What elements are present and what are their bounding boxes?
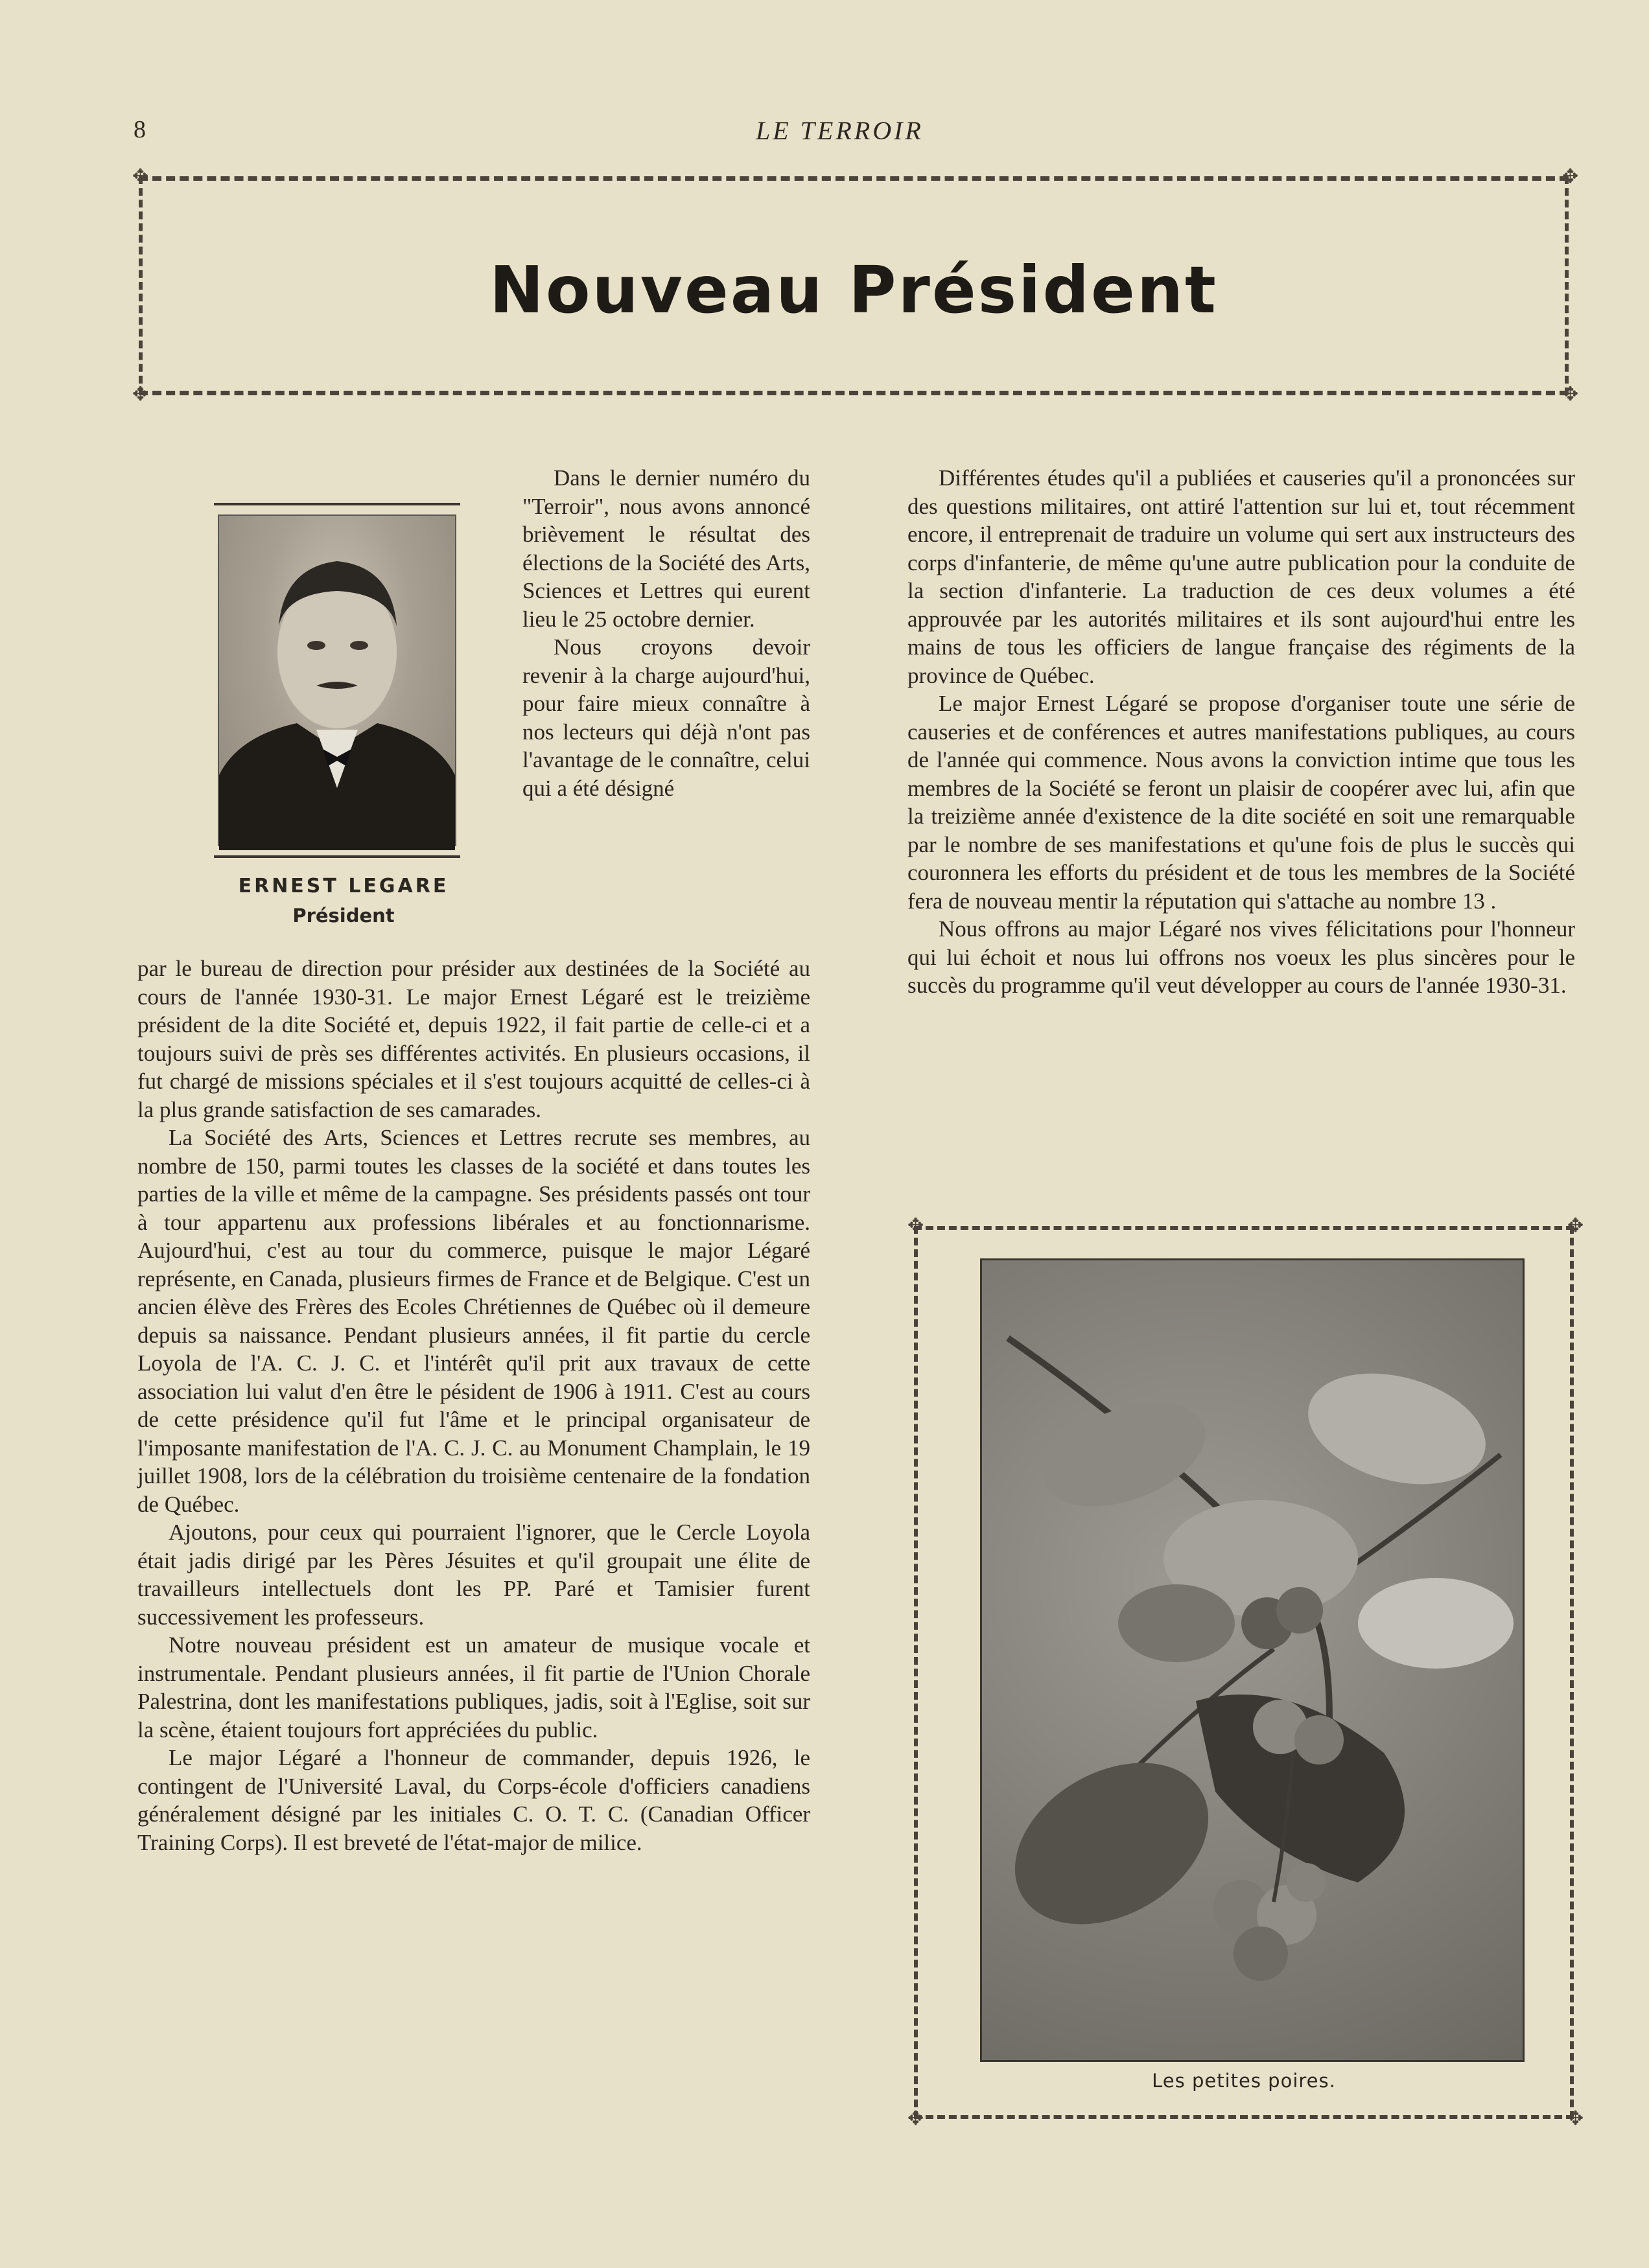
corner-ornament-icon: ✥ (1567, 1215, 1584, 1236)
photo-frame (907, 1215, 1584, 2129)
corner-ornament-icon: ✥ (907, 2108, 924, 2129)
paragraph: Nous offrons au major Légaré nos vives félicitations pour l'honneur qui lui échoit et nous lui offrons nos voeux les plus sincères pour le succès du programme qu'il veut développer au cours de l'année 1930-31. (907, 916, 1575, 998)
paragraph: Dans le dernier numéro du "Terroir", nous avons annoncé brièvement le résultat des élections de la Société des Arts, Sciences et Lettres qui eurent lieu le 25 octobre dernier. (522, 465, 810, 632)
corner-ornament-icon: ✥ (132, 384, 149, 405)
left-wide-column (137, 955, 810, 1857)
portrait-photo (218, 515, 456, 846)
portrait-caption-role: Président (292, 905, 395, 927)
paragraph: par le bureau de direction pour présider aux destinées de la Société au cours de l'année 1930-31. Le major Ernest Légaré est le treizième président de la dite Société et, depuis 1922, il fait partie de celle-ci et a toujours suivi de près ses différentes activités. En plusieurs occasions, il fut chargé de missions spéciales et il s'est toujours acquitté de celles-ci à la plus grande satisfaction de ses camarades. (137, 956, 810, 1122)
right-column (907, 464, 1575, 1000)
pear-photo (980, 1258, 1525, 2062)
paragraph: Notre nouveau président est un amateur de musique vocale et instrumentale. Pendant plusieurs années, il fit partie de l'Union Chorale Palestrina, dont les manifestations publiques, jadis, soit à l'Eglise, soit sur la scène, étaient toujours fort appréciées du public. (137, 1632, 810, 1742)
page-number: 8 (134, 116, 146, 143)
pear-branch-illustration (982, 1260, 1523, 2060)
portrait-silhouette (219, 516, 455, 850)
running-head: LE TERROIR (756, 116, 924, 145)
corner-ornament-icon: ✥ (907, 1215, 924, 1236)
paragraph: Nous croyons devoir revenir à la charge aujourd'hui, pour faire mieux connaître à nos lecteurs qui déjà n'ont pas l'avantage de le connaître, celui qui a été désigné (522, 634, 810, 801)
paragraph: Le major Légaré a l'honneur de commander, depuis 1926, le contingent de l'Université Laval, du Corps-école d'officiers canadiens généralement désigné par les initiales C. O. T. C. (Canadian Officer Training Corps). Il est breveté de l'état-major de milice. (137, 1745, 810, 1855)
corner-ornament-icon: ✥ (1567, 2108, 1584, 2129)
paragraph: Le major Ernest Légaré se propose d'organiser toute une série de causeries et de conférences et autres manifestations publiques, au cours de l'année qui commence. Nous avons la conviction intime que tous les membres de la Société se feront un plaisir de coopérer avec lui, afin que la treizième année d'existence de la dite société en soit une remarquable par le nombre de ses manifestations et qu'une fois de plus le succès qui couronnera les efforts du président et de tous les membres de la Société fera de nouveau mentir la réputation qui s'attache au nombre 13 . (907, 691, 1575, 914)
paragraph: Ajoutons, pour ceux qui pourraient l'ignorer, que le Cercle Loyola était jadis dirigé par les Pères Jésuites et qu'il groupait une élite de travailleurs intellectuels dont les PP. Paré et Tamisier furent successivement les professeurs. (137, 1520, 810, 1630)
corner-ornament-icon: ✥ (1562, 166, 1579, 187)
corner-ornament-icon: ✥ (132, 166, 149, 187)
paragraph: La Société des Arts, Sciences et Lettres recrute ses membres, au nombre de 150, parmi toutes les classes de la société et dans toutes les parties de la ville et même de la campagne. Ses présidents passés ont tour à tour appartenu aux professions libérales et au fonctionnarisme. Aujourd'hui, c'est au tour du commerce, puisque le major Légaré représente, en Canada, plusieurs firmes de France et de Belgique. C'est un ancien élève des Frères des Ecoles Chrétiennes de Québec où il demeure depuis sa naissance. Pendant plusieurs années, il fit partie du cercle Loyola de l'A. C. J. C. et l'intérêt qu'il prit aux travaux de cette association lui valut d'en être le pésident de 1906 à 1911. C'est au cours de cette présidence qu'il fut l'âme et le principal organisateur de l'imposante manifestation de l'A. C. J. C. au Monument Champlain, le 19 juillet 1908, lors de la célébration du troisième centenaire de la fondation de Québec. (137, 1125, 810, 1517)
article-title: Nouveau Président (489, 252, 1218, 328)
photo-caption: Les petites poires. (1152, 2070, 1336, 2092)
paragraph: Différentes études qu'il a publiées et causeries qu'il a prononcées sur des questions militaires, ont attiré l'attention sur lui et, tout récemment encore, il entreprenait de traduire un volume qui sert aux instructeurs des corps d'infanterie, de même qu'une autre publication pour la conduite de la section d'infanterie. La traduction de ces deux volumes a été approuvée par les autorités militaires et ils sont aujourd'hui entre les mains de tous les officiers de langue française des régiments de la province de Québec. (907, 465, 1575, 688)
portrait-frame (214, 503, 460, 858)
portrait-caption-name: ERNEST LEGARE (238, 875, 449, 897)
corner-ornament-icon: ✥ (1562, 384, 1579, 405)
left-narrow-column (522, 464, 810, 802)
title-frame (132, 166, 1579, 405)
